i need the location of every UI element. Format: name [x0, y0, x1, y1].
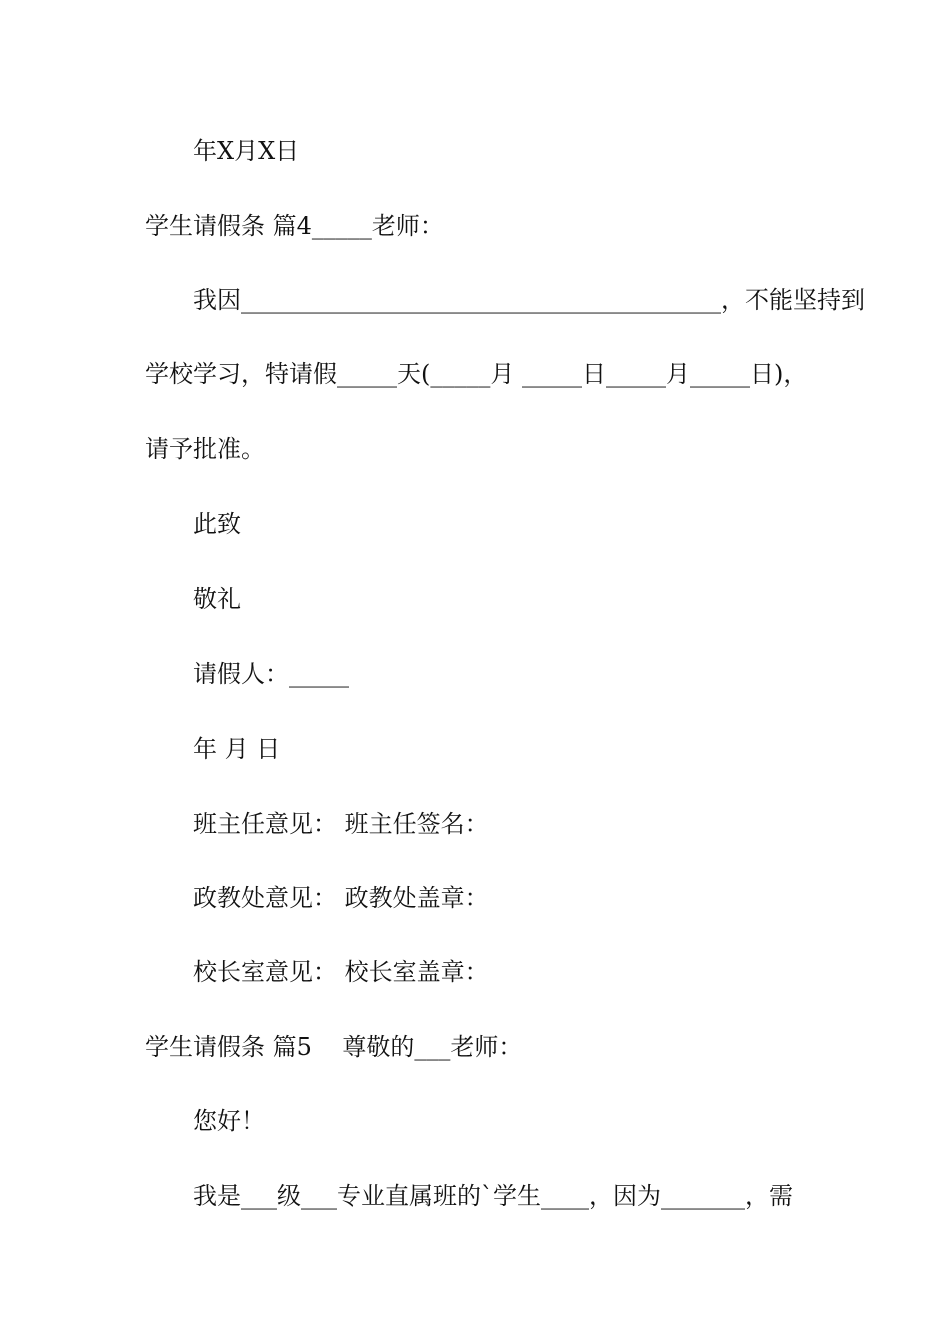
date-placeholder-line: 年 月 日 — [193, 735, 281, 763]
greeting-line: 您好！ — [193, 1107, 265, 1135]
date-line: 年X月X日 — [193, 137, 300, 165]
section-4-heading: 学生请假条 篇4_____老师： — [145, 212, 444, 240]
principal-office-opinion-line: 校长室意见： 校长室盖章： — [193, 958, 489, 986]
political-office-opinion-line: 政教处意见： 政教处盖章： — [193, 884, 489, 912]
salutation-line: 敬礼 — [193, 585, 241, 613]
closing-line: 此致 — [193, 510, 241, 538]
leave-period-line: 学校学习，特请假_____天(_____月 _____日_____月_____日)， — [145, 360, 808, 388]
section-5-heading: 学生请假条 篇5 尊敬的___老师： — [145, 1033, 523, 1061]
head-teacher-opinion-line: 班主任意见： 班主任签名： — [193, 810, 489, 838]
approval-request-line: 请予批准。 — [145, 435, 265, 463]
reason-line: 我因________________________________________，不能坚持到 — [193, 286, 865, 314]
applicant-line: 请假人：_____ — [193, 660, 349, 688]
self-introduction-line: 我是___级___专业直属班的`学生____，因为_______，需 — [193, 1182, 793, 1210]
